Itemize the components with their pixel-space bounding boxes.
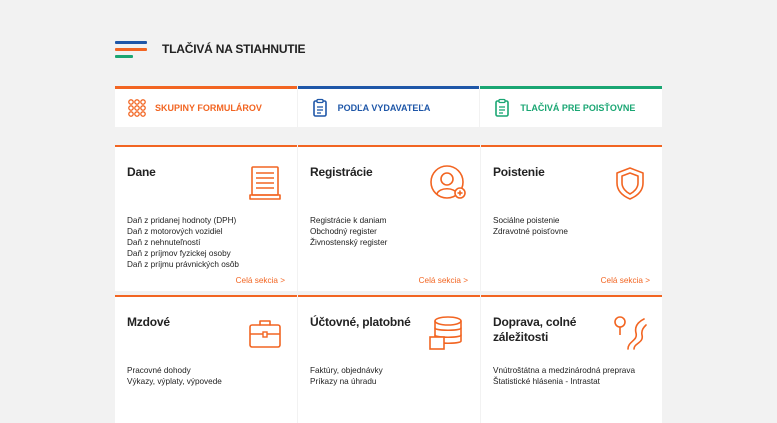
card-links: [493, 215, 568, 237]
card-poistenie[interactable]: [481, 145, 662, 291]
tab-skupiny-formularov[interactable]: [115, 86, 297, 127]
person-add-icon: [428, 163, 468, 203]
coins-icon: [428, 313, 468, 353]
card-title: Dane: [127, 165, 156, 179]
document-stack-icon: [245, 163, 285, 203]
card-link[interactable]: Vnútroštátna a medzinárodná preprava: [493, 366, 636, 375]
clipboard-icon: [310, 98, 330, 118]
card-title: Doprava, colné záležitosti: [493, 315, 577, 344]
card-link[interactable]: Štatistické hlásenia - Intrastat: [493, 377, 600, 386]
card-uctovne-platobne[interactable]: [298, 295, 480, 423]
card-links: [127, 215, 239, 270]
card-dane[interactable]: [115, 145, 297, 291]
card-links: [310, 365, 383, 387]
logo-stripe-blue: [115, 41, 147, 44]
tab-podla-vydavatela[interactable]: [298, 86, 480, 127]
card-links: [493, 365, 635, 387]
page-title: TLAČIVÁ NA STIAHNUTIE: [162, 42, 306, 56]
card-link[interactable]: Obchodný register: [310, 227, 377, 236]
card-link[interactable]: Sociálne poistenie: [493, 216, 560, 225]
tab-tlaciva-pre-poistovne[interactable]: [480, 86, 662, 127]
card-link[interactable]: Príkazy na úhradu: [310, 377, 377, 386]
card-title: Mzdové: [127, 315, 170, 329]
road-icon: [610, 313, 650, 353]
category-grid: [115, 145, 662, 423]
card-links: [127, 365, 222, 387]
card-link[interactable]: Registrácie k daniam: [310, 216, 387, 225]
tab-label: PODĽA VYDAVATEĽA: [337, 103, 431, 113]
site-logo[interactable]: [115, 41, 145, 61]
clipboard-icon: [492, 98, 512, 118]
card-title: Registrácie: [310, 165, 373, 179]
logo-stripe-green: [115, 55, 133, 58]
card-link[interactable]: Daň z príjmu právnických osôb: [127, 260, 239, 269]
card-title: Poistenie: [493, 165, 545, 179]
card-title: Účtovné, platobné: [310, 315, 411, 329]
card-link[interactable]: Živnostenský register: [310, 238, 388, 247]
full-section-link[interactable]: Celá sekcia >: [235, 276, 285, 285]
card-link[interactable]: Faktúry, objednávky: [310, 366, 383, 375]
card-link[interactable]: Daň z motorových vozidiel: [127, 227, 223, 236]
tab-label: SKUPINY FORMULÁROV: [155, 103, 262, 113]
full-section-link[interactable]: Celá sekcia >: [600, 276, 650, 285]
shield-icon: [610, 163, 650, 203]
card-link[interactable]: Pracovné dohody: [127, 366, 191, 375]
tab-label: TLAČIVÁ PRE POISŤOVNE: [520, 103, 636, 113]
grid-dots-icon: [127, 98, 147, 118]
card-doprava-colne[interactable]: [481, 295, 662, 423]
full-section-link[interactable]: Celá sekcia >: [418, 276, 468, 285]
card-mzdove[interactable]: [115, 295, 297, 423]
card-registracie[interactable]: [298, 145, 480, 291]
card-links: [310, 215, 387, 248]
tab-bar: [115, 86, 662, 127]
card-link[interactable]: Zdravotné poisťovne: [493, 227, 568, 236]
briefcase-icon: [245, 313, 285, 353]
card-link[interactable]: Daň z príjmov fyzickej osoby: [127, 249, 231, 258]
card-link[interactable]: Výkazy, výplaty, výpovede: [127, 377, 222, 386]
card-link[interactable]: Daň z nehnuteľností: [127, 238, 201, 247]
card-link[interactable]: Daň z pridanej hodnoty (DPH): [127, 216, 237, 225]
logo-stripe-orange: [115, 48, 147, 51]
